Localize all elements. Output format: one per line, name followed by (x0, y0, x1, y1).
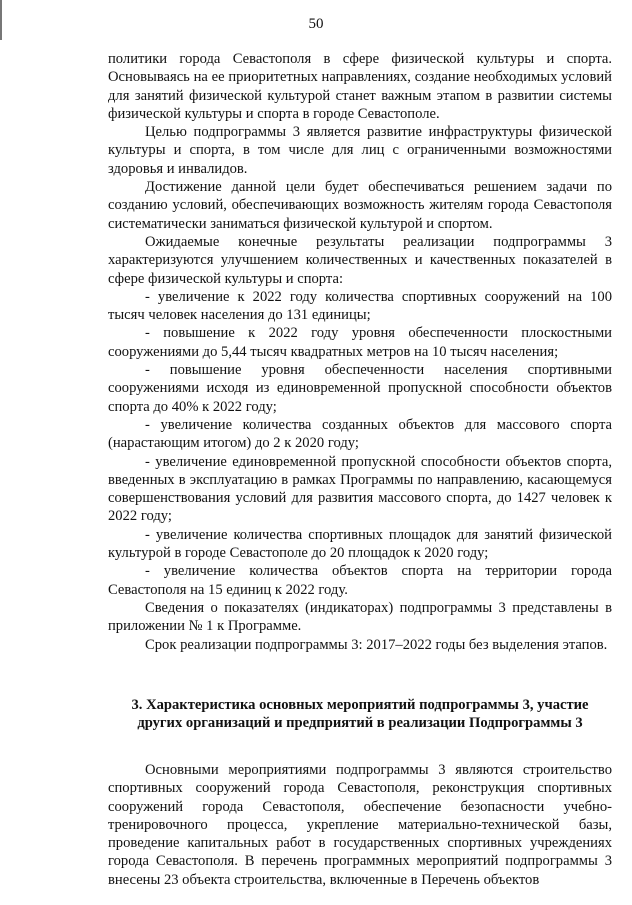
list-item: - повышение к 2022 году уровня обеспеченности плоскостными сооружениями до 5,44 тысяч квадратных метров на 10 тысяч населения; (108, 325, 612, 360)
list-item: - увеличение к 2022 году количества спортивных сооружений на 100 тысяч человек населения до 131 единицы; (108, 288, 612, 324)
paragraph-main-activities: Основными мероприятиями подпрограммы 3 являются строительство спортивных сооружений города Севастополя, реконструкция спортивных сооружений города Севастополя, обеспечение безопасности учебно-тренировочного процесса, укрепление материально-технической базы, проведение капитальных работ в государственных спортивных учреждениях города Севастополя. В перечень программных мероприятий подпрограммы 3 внесены 23 объекта строительства, включенные в Перечень объектов (108, 761, 612, 888)
list-item: - увеличение количества спортивных площадок для занятий физической культурой в городе Севастополе до 20 площадок к 2020 году; (108, 526, 612, 562)
list-item: - повышение уровня обеспеченности населения спортивными сооружениями исходя из единовременной пропускной способности объектов спорта до 40% к 2022 году; (108, 362, 612, 415)
section-heading: 3. Характеристика основных мероприятий подпрограммы 3, участие других организаций и предприятий в реализации Подпрограммы 3 (131, 696, 589, 732)
list-item: - увеличение количества объектов спорта на территории города Севастополя на 15 единиц к 2022 году. (108, 563, 612, 598)
paragraph-expected-results: Ожидаемые конечные результаты реализации подпрограммы 3 характеризуются улучшением количественных и качественных показателей в сфере физической культуры и спорта: (108, 233, 612, 287)
paragraph-period: Срок реализации подпрограммы 3: 2017–2022 годы без выделения этапов. (145, 636, 608, 653)
paragraph-goal: Целью подпрограммы 3 является развитие инфраструктуры физической культуры и спорта, в том числе для лиц с ограниченными возможностями здоровья и инвалидов. (108, 124, 612, 177)
paragraph-indicators: Сведения о показателях (индикаторах) подпрограммы 3 представлены в приложении № 1 к Программе. (108, 599, 612, 635)
document-body (108, 50, 612, 889)
paragraph-intro-continuation: политики города Севастополя в сфере физической культуры и спорта. Основываясь на ее приоритетных направлениях, создание необходимых условий для занятий физической культурой станет важным этапом в развитии системы физической культуры и спорта в городе Севастополе. (108, 51, 612, 122)
paragraph-objective: Достижение данной цели будет обеспечиваться решением задачи по созданию условий, обеспечивающих возможность жителям города Севастополя систематически заниматься физической культурой и спортом. (108, 179, 612, 232)
page-number: 50 (308, 16, 324, 32)
list-item: - увеличение единовременной пропускной способности объектов спорта, введенных в эксплуатацию в рамках Программы по направлению, касающемуся совершенствования условий для развития массового спорта, до 1427 человек к 2022 году; (108, 453, 612, 525)
list-item: - увеличение количества созданных объектов для массового спорта (нарастающим итогом) до 2 к 2020 году; (108, 416, 612, 452)
